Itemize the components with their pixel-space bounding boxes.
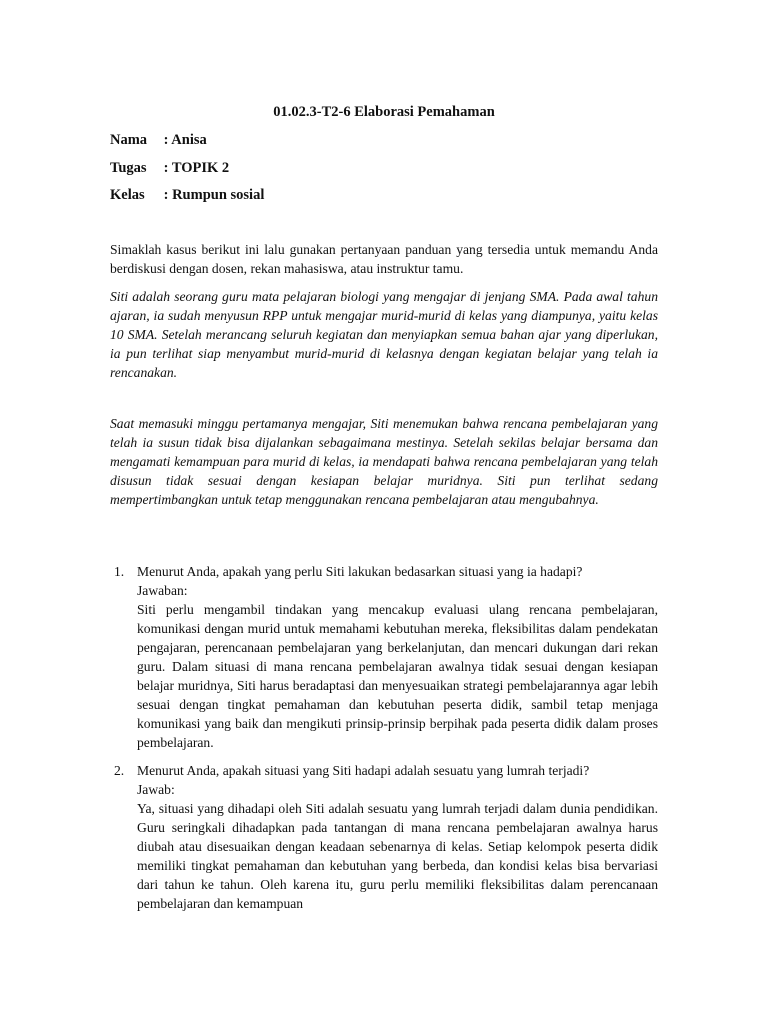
case-paragraph-2: Saat memasuki minggu pertamanya mengajar, Siti menemukan bahwa rencana pembelajaran yang telah ia susun tidak bisa dijalankan sebagaimana mestinya. Setelah sekilas belajar bersama dan mengamati kemampuan para murid di kelas, ia mendapati bahwa rencana pembelajaran yang telah disusun tidak sesuai dengan kesiapan belajar muridnya. Siti pun terlihat sedang mempertimbangkan untuk tetap menggunakan rencana pembelajaran atau mengubahnya. <box>110 416 658 507</box>
answer-text: Siti perlu mengambil tindakan yang mencakup evaluasi ulang rencana pembelajaran, komunikasi dengan murid untuk memahami kebutuhan mereka, fleksibilitas dalam pendekatan pengajaran, perencanaan pembelajaran yang berkelanjutan, dan mencari dukungan dari rekan guru. Dalam situasi di mana rencana pembelajaran awalnya tidak sesuai dengan kesiapan belajar muridnya, Siti harus beradaptasi dan menyesuaikan strategi pembelajarannya agar lebih sesuai dengan tingkat pemahaman dan kebutuhan peserta didik, sambil tetap menjaga komunikasi yang baik dan mengikuti prinsip-prinsip berpihak pada peserta didik dalam proses pembelajaran. <box>137 602 658 750</box>
question-text: Menurut Anda, apakah yang perlu Siti lakukan bedasarkan situasi yang ia hadapi? <box>137 564 583 579</box>
question-text: Menurut Anda, apakah situasi yang Siti hadapi adalah sesuatu yang lumrah terjadi? <box>137 763 590 778</box>
meta-value: : Anisa <box>163 132 207 148</box>
question-number: 1. <box>114 564 125 579</box>
meta-label: Tugas <box>110 160 147 176</box>
question-item-2 <box>110 761 658 913</box>
case-paragraph-1: Siti adalah seorang guru mata pelajaran biologi yang mengajar di jenjang SMA. Pada awal tahun ajaran, ia sudah menyusun RPP untuk mengajar murid-murid di kelas yang diampunya, yaitu kelas 10 SMA. Setelah merancang seluruh kegiatan dan menyiapkan semua bahan ajar yang diperlukan, ia pun terlihat siap menyambut murid-murid di kelasnya dengan kegiatan belajar yang telah ia rencanakan. <box>110 289 658 380</box>
meta-row-tugas <box>110 159 229 177</box>
answer-text: Ya, situasi yang dihadapi oleh Siti adalah sesuatu yang lumrah terjadi dalam dunia pendidikan. Guru seringkali dihadapkan pada tantangan di mana rencana pembelajaran awalnya harus diubah atau disesuaikan dengan keadaan sebenarnya di kelas. Setiap kelompok peserta didik memiliki tingkat pemahaman dan kebutuhan yang berbeda, dan kondisi kelas bisa bervariasi dari tahun ke tahun. Oleh karena itu, guru perlu memiliki fleksibilitas dalam perencanaan pembelajaran dan kemampuan <box>137 801 658 911</box>
meta-value: : TOPIK 2 <box>163 160 230 176</box>
question-number: 2. <box>114 763 125 778</box>
meta-label: Nama <box>110 132 148 148</box>
meta-row-kelas <box>110 186 264 204</box>
answer-label: Jawab: <box>137 782 175 797</box>
meta-row-nama <box>110 131 207 149</box>
intro-paragraph: Simaklah kasus berikut ini lalu gunakan pertanyaan panduan yang tersedia untuk memandu Anda berdiskusi dengan dosen, rekan mahasiswa, atau instruktur tamu. <box>110 242 658 276</box>
answer-label: Jawaban: <box>137 583 188 598</box>
document-title: 01.02.3-T2-6 Elaborasi Pemahaman <box>273 104 495 120</box>
question-item-1 <box>110 562 658 752</box>
meta-value: : Rumpun sosial <box>163 187 265 203</box>
meta-label: Kelas <box>110 187 145 203</box>
